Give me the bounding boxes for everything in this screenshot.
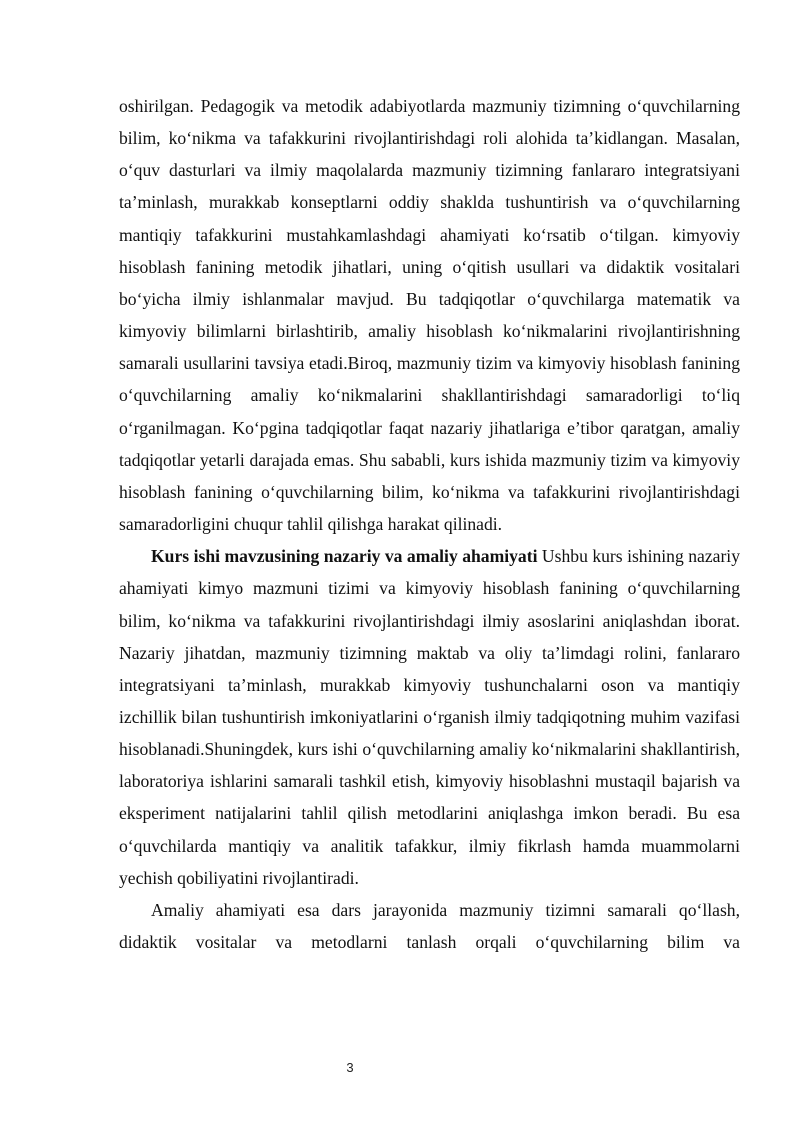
- section-heading-significance: Kurs ishi mavzusining nazariy va amaliy ahamiyati: [151, 546, 538, 567]
- body-text: [119, 90, 740, 958]
- paragraph-significance: [119, 540, 740, 894]
- page-number: 3: [346, 1060, 354, 1075]
- paragraph-significance-text: Ushbu kurs ishining nazariy ahamiyati kimyo mazmuni tizimi va kimyoviy hisoblash fanining o‘quvchilarning bilim, ko‘nikma va tafakkurini rivojlantirishdagi ilmiy asoslarini aniqlashdan iborat. Nazariy jihatdan, mazmuniy tizimning maktab va oliy ta’limdagi rolini, fanlararo integratsiyani ta’minlash, murakkab kimyoviy tushunchalarni oson va mantiqiy izchillik bilan tushuntirish imkoniyatlarini o‘rganish ilmiy tadqiqotning muhim vazifasi hisoblanadi.Shuningdek, kurs ishi o‘quvchilarning amaliy ko‘nikmalarini shakllantirish, laboratoriya ishlarini samarali tashkil etish, kimyoviy hisoblashni mustaqil bajarish va eksperiment natijalarini tahlil qilish metodlarini aniqlashga imkon beradi. Bu esa o‘quvchilarda mantiqiy va analitik tafakkur, ilmiy fikrlash hamda muammolarni yechish qobiliyatini rivojlantiradi.: [119, 546, 740, 888]
- paragraph-practical-significance: Amaliy ahamiyati esa dars jarayonida mazmuniy tizimni samarali qo‘llash, didaktik vositalar va metodlarni tanlash orqali o‘quvchilarning bilim va: [119, 899, 740, 953]
- paragraph-literature-review: oshirilgan. Pedagogik va metodik adabiyotlarda mazmuniy tizimning o‘quvchilarning bilim, ko‘nikma va tafakkurini rivojlantirishdagi roli alohida ta’kidlangan. Masalan, o‘quv dasturlari va ilmiy maqolalarda mazmuniy tizimning fanlararo integratsiyani ta’minlash, murakkab konseptlarni oddiy shaklda tushuntirish va o‘quvchilarning mantiqiy tafakkurini mustahkamlashdagi ahamiyati ko‘rsatib o‘tilgan. kimyoviy hisoblash fanining metodik jihatlari, uning o‘qitish usullari va didaktik vositalari bo‘yicha ilmiy ishlanmalar mavjud. Bu tadqiqotlar o‘quvchilarga matematik va kimyoviy bilimlarni birlashtirib, amaliy hisoblash ko‘nikmalarini rivojlantirishning samarali usullarini tavsiya etadi.Biroq, mazmuniy tizim va kimyoviy hisoblash fanining o‘quvchilarning amaliy ko‘nikmalarini shakllantirishdagi samaradorligi to‘liq o‘rganilmagan. Ko‘pgina tadqiqotlar faqat nazariy jihatlariga e’tibor qaratgan, amaliy tadqiqotlar yetarli darajada emas. Shu sababli, kurs ishida mazmuniy tizim va kimyoviy hisoblash fanining o‘quvchilarning bilim, ko‘nikma va tafakkurini rivojlantirishdagi samaradorligini chuqur tahlil qilishga harakat qilinadi.: [119, 96, 740, 535]
